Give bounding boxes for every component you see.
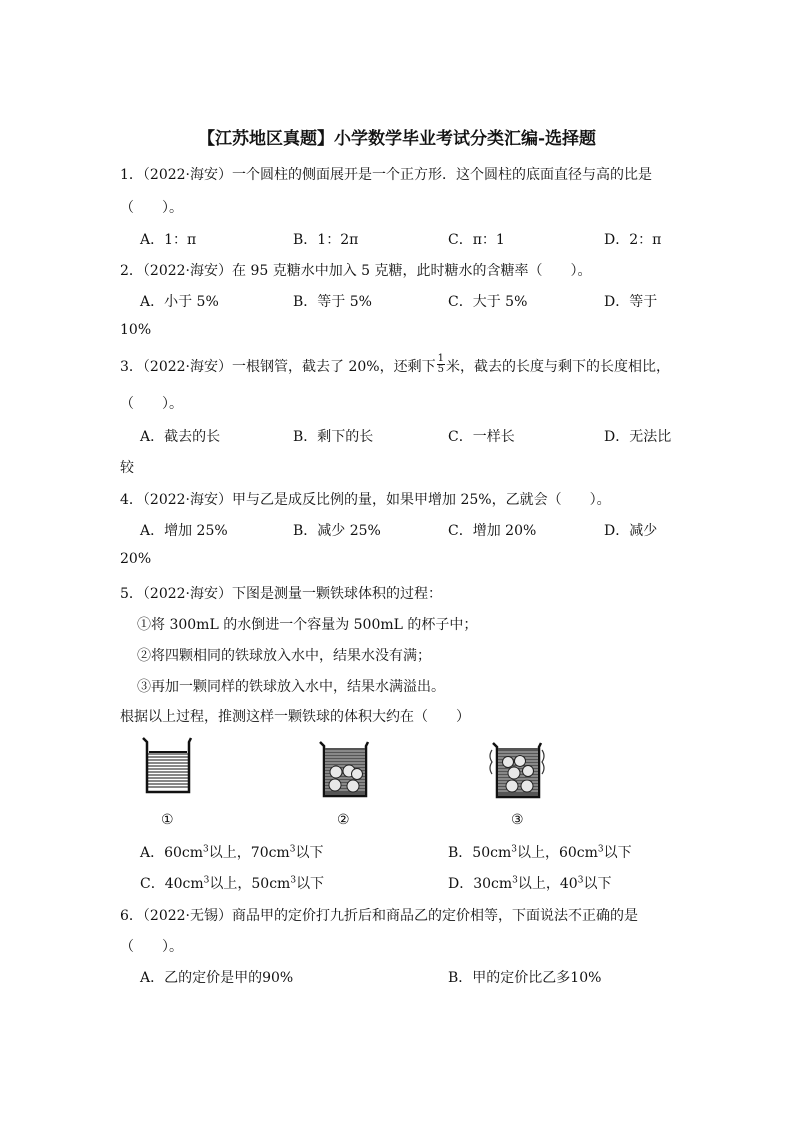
question-number: 3．: [120, 359, 143, 375]
superscript: 3: [289, 844, 296, 855]
q1-option-c: C．π：1: [448, 232, 505, 248]
beaker-water-illustration: [141, 736, 193, 796]
superscript: 3: [597, 844, 604, 855]
option-text: B．50cm: [448, 845, 512, 861]
q2-option-d: D．等于: [604, 294, 658, 310]
q4-option-d-wrap: 20%: [120, 551, 152, 567]
question-1-continuation: （ ）。: [120, 200, 183, 216]
option-text: A．60cm: [140, 845, 204, 861]
question-text: （2022·海安）在 95 克糖水中加入 5 克糖，此时糖水的含糖率（ ）。: [142, 263, 592, 279]
question-text-after: 米，截去的长度与剩下的长度相比，: [445, 359, 670, 375]
question-number: 6．: [120, 908, 143, 924]
fraction-one-fifth: [437, 354, 445, 375]
q5-step-2: ②将四颗相同的铁球放入水中，结果水没有满；: [137, 648, 431, 664]
question-number: 5．: [120, 586, 143, 602]
q3-option-a: A．截去的长: [140, 429, 221, 445]
option-text: 以下: [295, 845, 324, 861]
figure-label-2: ②: [337, 812, 350, 828]
fraction-numerator: 1: [437, 352, 444, 364]
beaker-overflow-illustration: [486, 740, 548, 802]
option-text: 以下: [296, 876, 325, 892]
question-6: [120, 905, 638, 925]
q2-option-b: B．等于 5%: [293, 294, 372, 310]
question-number: 2．: [120, 263, 143, 279]
question-text: （2022·海安）一个圆柱的侧面展开是一个正方形．这个圆柱的底面直径与高的比是: [142, 167, 652, 183]
q4-option-d: D．减少: [604, 523, 658, 539]
q5-option-d: [448, 873, 611, 893]
beaker-four-balls-illustration: [318, 740, 370, 800]
option-text: 以上，70cm: [208, 845, 290, 861]
fraction-denominator: 5: [437, 363, 444, 375]
question-3-continuation: （ ）。: [120, 396, 183, 412]
question-text: （2022·海安）下图是测量一颗铁球体积的过程：: [142, 586, 442, 602]
option-text: D．30cm: [448, 876, 513, 892]
q5-step-3: ③再加一颗同样的铁球放入水中，结果水满溢出。: [137, 679, 445, 695]
figure-label-3: ③: [511, 812, 524, 828]
superscript: 3: [511, 844, 517, 855]
option-text: 以上，40: [517, 876, 578, 892]
q4-option-c: C．增加 20%: [448, 523, 537, 539]
page-title: 【江苏地区真题】小学数学毕业考试分类汇编-选择题: [197, 129, 597, 149]
question-number: 1．: [120, 167, 143, 183]
q6-option-b: B．甲的定价比乙多10%: [448, 970, 602, 986]
q6-option-a: A．乙的定价是甲的90%: [140, 970, 294, 986]
superscript: 3: [203, 844, 209, 855]
question-text: （2022·海安）甲与乙是成反比例的量，如果甲增加 25%，乙就会（ ）。: [142, 492, 611, 508]
question-3: [120, 352, 670, 378]
question-4: [120, 489, 611, 509]
superscript: 3: [577, 875, 584, 886]
superscript: 3: [512, 875, 518, 886]
q1-option-a: A．1：π: [140, 232, 197, 248]
option-text: 以下: [603, 845, 632, 861]
figure-label-1: ①: [161, 812, 174, 828]
question-text: （2022·无锡）商品甲的定价打九折后和商品乙的定价相等，下面说法不正确的是: [142, 908, 638, 924]
question-6-continuation: （ ）。: [120, 939, 183, 955]
q1-option-d: D．2：π: [604, 232, 662, 248]
option-text: 以上，50cm: [209, 876, 291, 892]
q3-option-c: C．一样长: [448, 429, 515, 445]
question-2: [120, 260, 592, 280]
q2-option-c: C．大于 5%: [448, 294, 528, 310]
q5-option-c: [140, 873, 324, 893]
question-number: 4．: [120, 492, 143, 508]
q3-option-b: B．剩下的长: [293, 429, 374, 445]
superscript: 3: [290, 875, 297, 886]
q5-step-1: ①将 300mL 的水倒进一个容量为 500mL 的杯子中；: [137, 617, 478, 633]
q5-option-b: [448, 842, 632, 862]
q4-option-a: A．增加 25%: [140, 523, 228, 539]
q2-option-a: A．小于 5%: [140, 294, 219, 310]
q5-option-a: [140, 842, 323, 862]
q2-option-d-wrap: 10%: [120, 322, 152, 338]
question-1: [120, 164, 652, 184]
q5-prompt: 根据以上过程，推测这样一颗铁球的体积大约在（ ）: [120, 709, 470, 725]
superscript: 3: [203, 875, 210, 886]
q3-option-d: D．无法比: [604, 429, 672, 445]
option-text: C．40cm: [140, 876, 204, 892]
option-text: 以上，60cm: [516, 845, 598, 861]
question-text-before: （2022·海安）一根钢管，截去了 20%，还剩下: [142, 359, 436, 375]
option-text: 以下: [583, 876, 612, 892]
q1-option-b: B．1：2π: [293, 232, 359, 248]
q3-option-d-wrap: 较: [120, 460, 134, 476]
q4-option-b: B．减少 25%: [293, 523, 381, 539]
question-5: [120, 583, 442, 603]
